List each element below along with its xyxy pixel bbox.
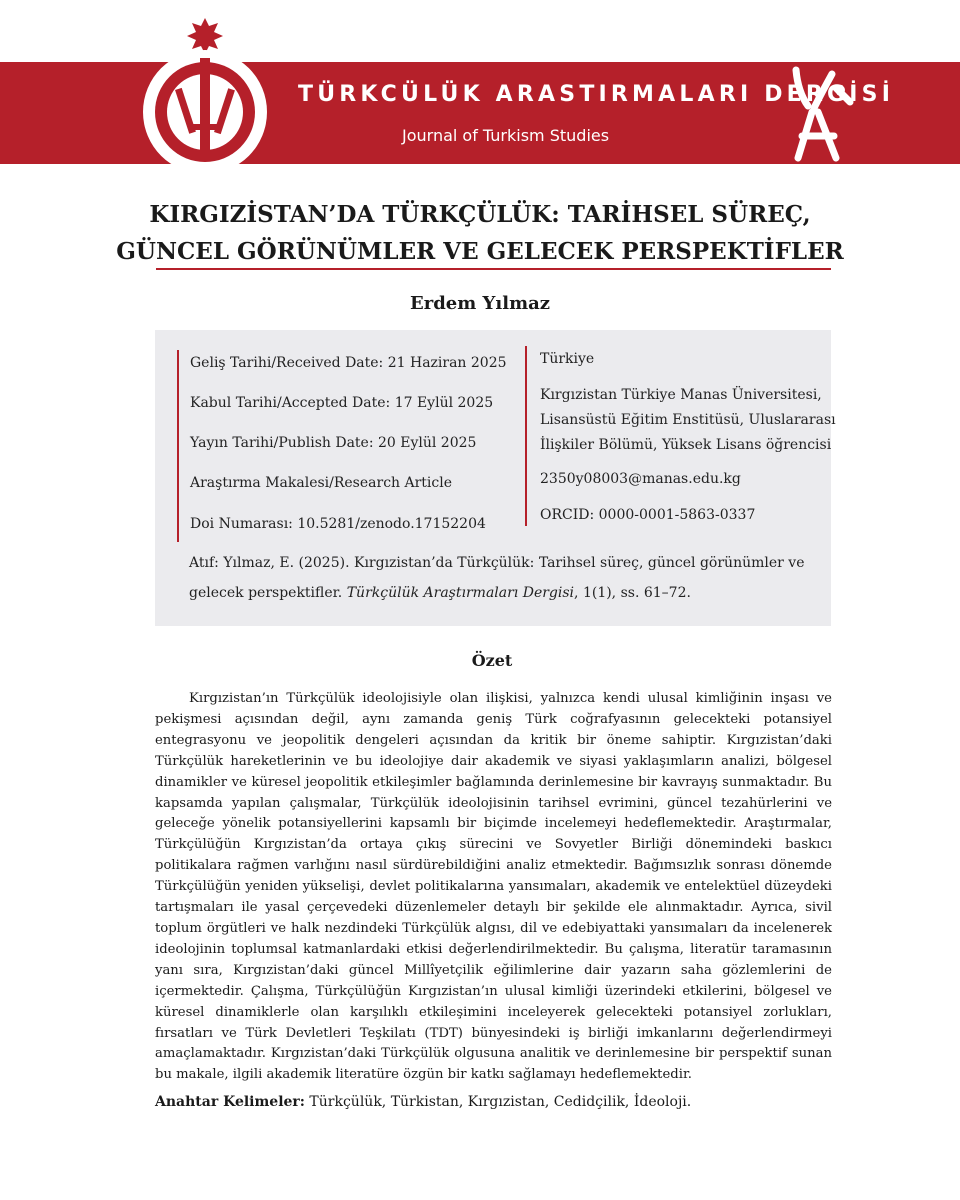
article-title-line-2: GÜNCEL GÖRÜNÜMLER VE GELECEK PERSPEKTİFLER [116, 238, 844, 265]
article-title [0, 196, 960, 270]
received-date: Geliş Tarihi/Received Date: 21 Haziran 2025 [190, 355, 507, 371]
article-type: Araştırma Makalesi/Research Article [190, 475, 453, 491]
orcid-id: ORCID: 0000-0001-5863-0337 [540, 507, 756, 523]
dates-column [177, 350, 507, 542]
doi-number: Doi Numarası: 10.5281/zenodo.17152204 [190, 516, 486, 532]
publish-date: Yayın Tarihi/Publish Date: 20 Eylül 2025 [190, 435, 477, 451]
title-divider [156, 268, 831, 270]
abstract-heading: Özet [471, 651, 513, 670]
country: Türkiye [540, 351, 595, 367]
accepted-date: Kabul Tarihi/Accepted Date: 17 Eylül 2025 [190, 395, 494, 411]
citation [189, 548, 829, 608]
citation-suffix: , 1(1), ss. 61–72. [574, 585, 691, 601]
keywords-label: Anahtar Kelimeler: [155, 1094, 305, 1110]
decorative-figure-icon [778, 66, 858, 164]
article-info-box [155, 330, 836, 626]
journal-title: TÜRKCÜLÜK ARASTIRMALARI DERGİSİ [298, 82, 895, 107]
journal-subtitle: Journal of Turkism Studies [402, 126, 610, 145]
journal-emblem-icon [130, 12, 280, 178]
abstract-text: Kırgızistan’ın Türkçülük ideolojisiyle olan ilişkisi, yalnızca kendi ulusal kimliğinin inşası ve pekişmesi açısından değil, aynı zamanda geniş Türk coğrafyasının gelecekteki potansiyel entegrasyonu ve jeopolitik dengeleri açısından da kritik bir öneme sahiptir. Kırgızistan’daki Türkçülük hareketlerinin ve bu ideolojiye dair akademik ve siyasi yaklaşımların analizi, bölgesel dinamikler ve küresel jeopolitik etkileşimler bağlamında derinlemesine bir kavrayış sunmaktadır. Bu kapsamda yapılan çalışmalar, Türkçülük ideolojisinin tarihsel evrimini, güncel tezahürlerini ve geleceğe yönelik potansiyellerini kapsamlı bir biçimde incelemeyi hedeflemektedir. Araştırmalar, Türkçülüğün Kırgızistan’da ortaya çıkış sürecini ve Sovyetler Birliği dönemindeki baskıcı politikalara rağmen varlığını nasıl sürdürebildiğini analiz etmektedir. Bağımsızlık sonrası dönemde Türkçülüğün yeniden yükselişi, devlet politikalarına yansımaları, akademik ve entelektüel düzeydeki tartışmaları ile yasal çerçevedeki düzenlemeler detaylı bir şekilde ele alınmaktadır. Ayrıca, sivil toplum örgütleri ve halk nezdindeki Türkçülük algısı, dil ve edebiyattaki yansımaları da incelenerek ideolojinin toplumsal katmanlardaki etkisi değerlendirilmektedir. Bu çalışma, literatür taramasının yanı sıra, Kırgızistan’daki güncel Millîyetçilik eğilimlerine dair yazarın saha gözlemlerini de içermektedir. Çalışma, Türkçülüğün Kırgızistan’ın ulusal kimliği üzerindeki etkilerini, bölgesel ve küresel dinamiklerle olan karşılıklı etkileşimini inceleyerek gelecekteki potansiyel zorlukları, fırsatları ve Türk Devletleri Teşkilatı (TDT) bünyesindeki iş birliği imkanlarını değerlendirmeyi amaçlamaktadır. Kırgızistan’daki Türkçülük olgusuna analitik ve derinlemesine bir perspektif sunan bu makale, ilgili akademik literatüre özgün bir katkı sağlamayı hedeflemektedir. [155, 691, 832, 1083]
author-email[interactable]: 2350y08003@manas.edu.kg [540, 471, 741, 487]
affiliation-line-3: İlişkiler Bölümü, Yüksek Lisans öğrencisi [540, 437, 832, 453]
affiliation-line-1: Kırgızistan Türkiye Manas Üniversitesi, [540, 387, 822, 403]
affiliation-line-2: Lisansüstü Eğitim Enstitüsü, Uluslararası [540, 412, 836, 428]
author-name: Erdem Yılmaz [409, 293, 550, 314]
keywords [155, 1094, 691, 1110]
citation-text: Atıf: Yılmaz, E. (2025). Kırgızistan’da Türkçülük: Tarihsel süreç, güncel görünümler ve gelecek perspektifler. [189, 555, 805, 601]
article-title-line-1: KIRGIZİSTAN’DA TÜRKÇÜLÜK: TARİHSEL SÜREÇ, [149, 201, 811, 228]
keywords-values: Türkçülük, Türkistan, Kırgızistan, Cedidçilik, İdeoloji. [304, 1094, 692, 1110]
citation-journal: Türkçülük Araştırmaları Dergisi [346, 585, 575, 601]
affiliation-column [525, 346, 836, 526]
